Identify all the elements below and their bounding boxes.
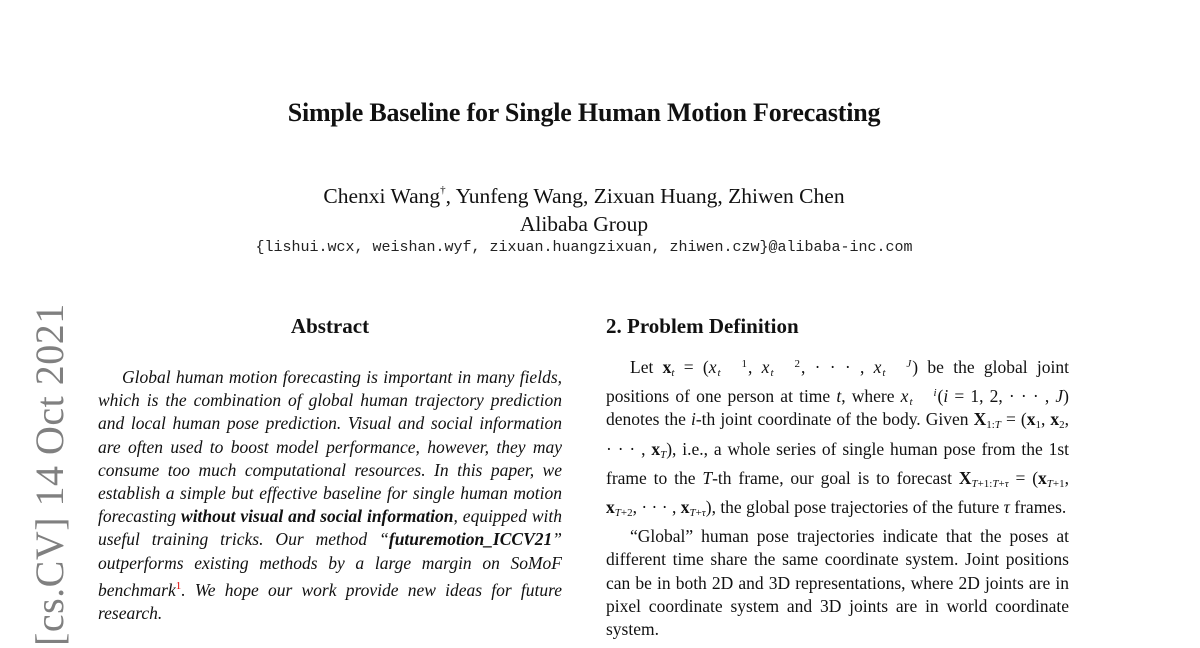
abstract-text: , equipped with useful training tricks. Our method “ xyxy=(98,506,563,550)
affiliation: Alibaba Group xyxy=(519,212,649,237)
paragraph: “Global” human pose trajectories indicate that the poses at different time share the same coordinate system. Joint positions can be in both 2D and 3D representations, where 2D joints are in pixel coordinate system and 3D joints are in world coordinate system. xyxy=(606,526,1069,640)
footnote-link[interactable]: 1 xyxy=(175,579,182,592)
equation: x xyxy=(662,357,672,377)
text: , i.e., a whole series of single human pose from the 1st frame to the xyxy=(606,438,1070,488)
abstract-text: Global human motion forecasting is important in many fields, which is the combination of global human trajectory prediction and local human pose prediction. Visual and social information are often used to boost model performance, however, they may consume too much computational resources. In this paper, we establish a simple but effective baseline for single human motion forecasting xyxy=(98,367,562,527)
author-block xyxy=(0,178,1168,238)
equation: X xyxy=(973,409,987,430)
text: -th joint coordinate of the body. Given xyxy=(695,409,974,430)
abstract-text: ” outperforms existing methods by a large margin on SoMoF benchmark xyxy=(98,529,562,600)
author-list xyxy=(0,178,1168,210)
corresponding-author-mark: † xyxy=(440,184,446,196)
section-heading: 2. Problem Definition xyxy=(606,314,799,338)
equation: τ xyxy=(1003,497,1010,518)
first-author: Chenxi Wang xyxy=(323,184,441,209)
equation: T xyxy=(702,467,713,488)
abstract-body xyxy=(98,366,562,625)
equation: t xyxy=(836,386,842,407)
text: Let xyxy=(630,357,663,377)
abstract-emphasis: without visual and social information xyxy=(181,506,454,527)
section-body xyxy=(606,356,1069,641)
other-authors: , Yunfeng Wang, Zixuan Huang, Zhiwen Chen xyxy=(445,184,845,209)
text: be the global joint positions of one person at time xyxy=(606,357,1070,407)
paper-title: Simple Baseline for Single Human Motion Forecasting xyxy=(287,98,881,127)
text: -th frame, our goal is to forecast xyxy=(712,467,959,488)
equation: x xyxy=(900,386,909,407)
paragraph: Let $x_t = (x$ 1 t , x 2 t , · · · , x J t ) be the global joint positions of one person at time t, where x i t (i = 1, 2, · · · , J) denotes the i-th joint coordinate of the body. Given $X_{1:T} = (x_1$, $x_2$, · · · , $x_T$), i.e., a whole series of single human pose from the 1st frame to the T-th frame, our goal is to forecast $X_{T+1:T+\tau} = (x_{T+1}$, $x_{T+2}$, · · · , $x_{T+\tau}$), the global pose trajectories of the future τ frames. xyxy=(606,357,1070,520)
method-name: futuremotion_ICCV21 xyxy=(388,529,553,550)
equation: X xyxy=(958,467,972,488)
text: denotes the xyxy=(606,409,691,430)
equation: i xyxy=(690,409,696,430)
author-emails: {lishui.wcx, weishan.wyf, zixuan.huangzixuan, zhiwen.czw}@alibaba-inc.com xyxy=(255,239,913,256)
abstract-text: . We hope our work provide new ideas for future research. xyxy=(98,579,562,623)
text: frames. xyxy=(1009,497,1067,518)
text: , where xyxy=(841,386,901,407)
abstract-heading: Abstract xyxy=(290,314,370,338)
text: , the global pose trajectories of the future xyxy=(711,497,1004,518)
arxiv-side-stamp: [cs.CV] 14 Oct 2021 xyxy=(27,303,72,646)
